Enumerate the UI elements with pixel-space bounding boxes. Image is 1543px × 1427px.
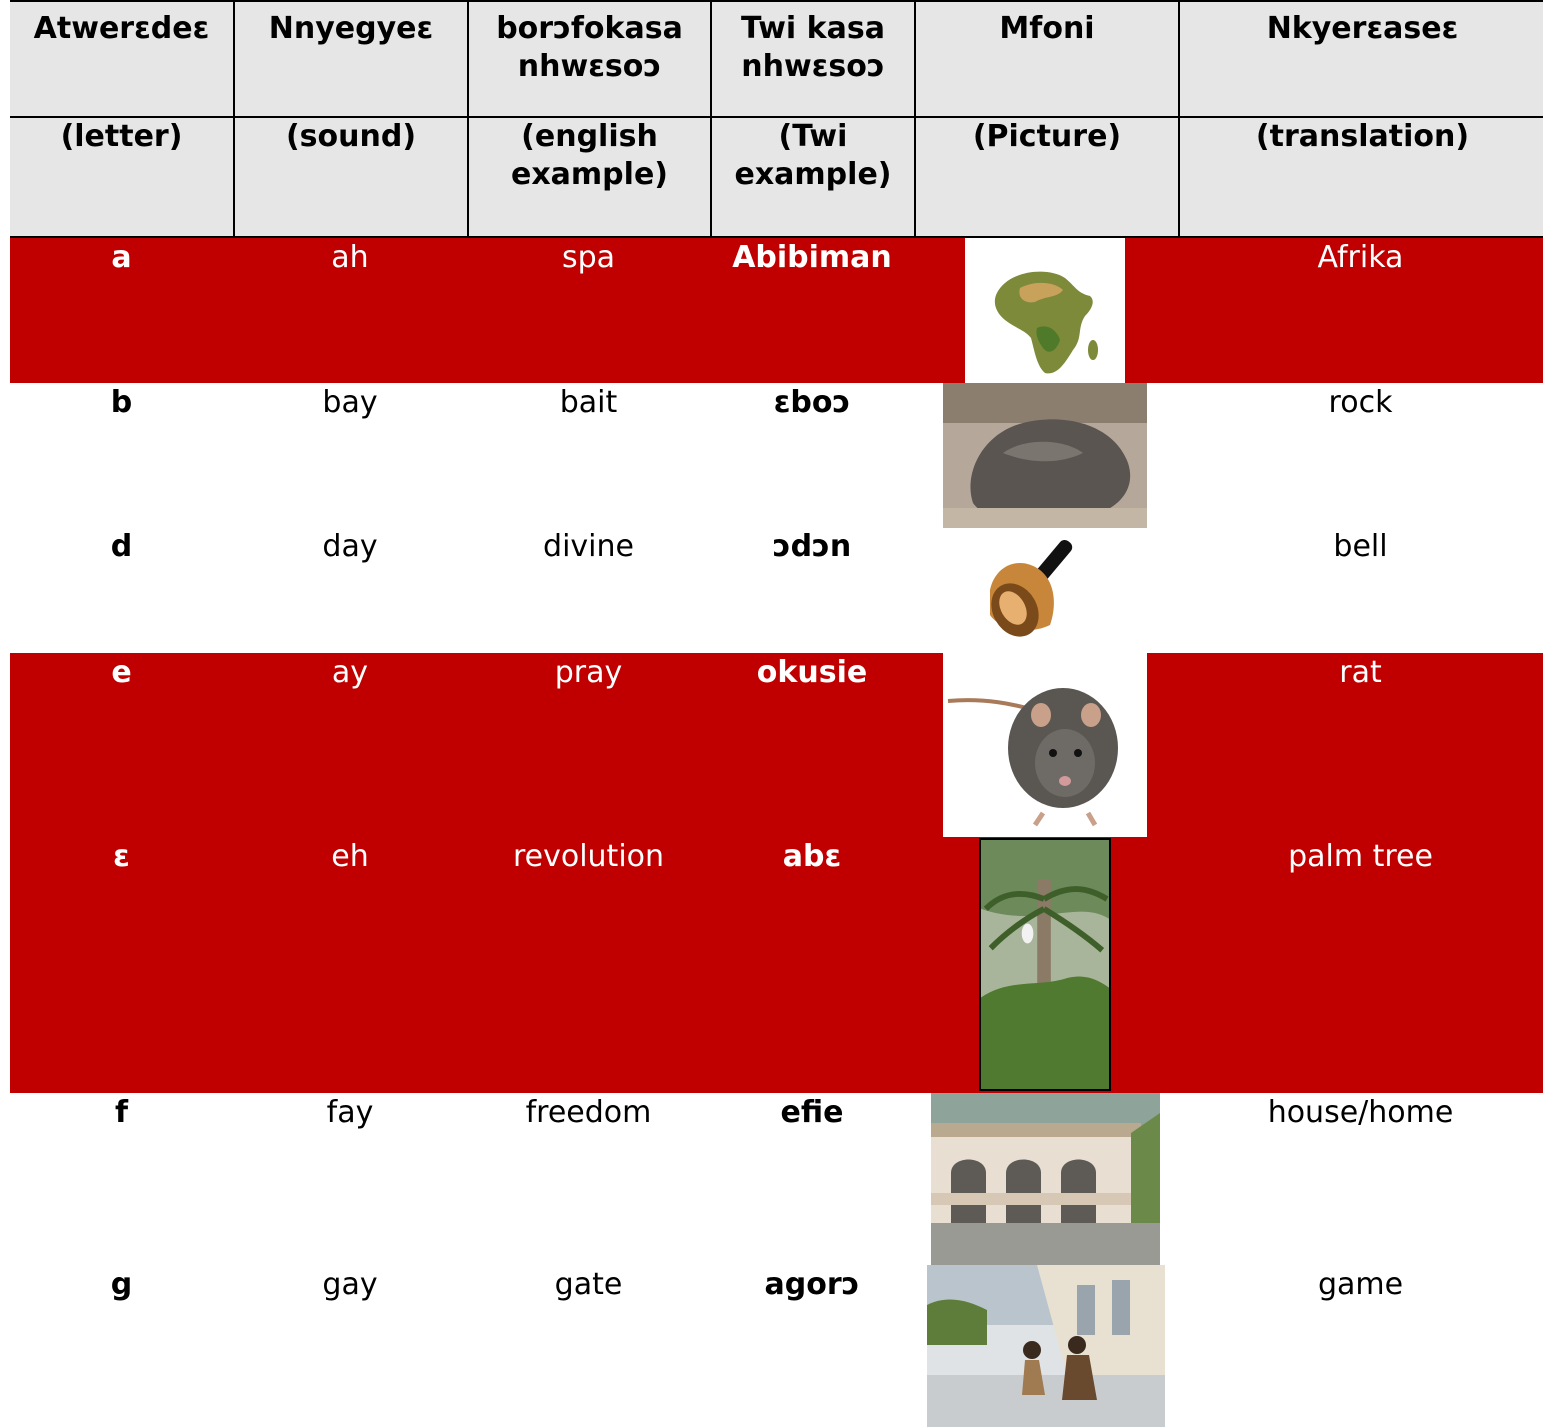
header-letter-twi: Atwerɛdeɛ (33, 11, 210, 46)
header-col-english-example (467, 0, 710, 238)
cell-english-example: pray (554, 655, 623, 690)
cell-sound: bay (322, 385, 378, 420)
cell-english-example: divine (543, 529, 634, 564)
bell-icon (975, 530, 1110, 645)
cell-letter: ɛ (113, 839, 130, 874)
cell-translation: house/home (1267, 1095, 1454, 1130)
cell-english-example: revolution (512, 839, 665, 874)
cell-sound: ah (331, 240, 369, 275)
africa-map-icon (965, 238, 1125, 383)
cell-sound: gay (322, 1267, 378, 1302)
cell-twi-example: agorɔ (764, 1267, 860, 1302)
cell-translation: game (1317, 1267, 1404, 1302)
header-translation-twi: Nkyerɛaseɛ (1266, 11, 1459, 46)
header-twi-example-english: (Twi example) (734, 119, 892, 192)
cell-translation: Afrika (1317, 240, 1404, 275)
cell-translation: rat (1339, 655, 1382, 690)
cell-english-example: spa (561, 240, 616, 275)
cell-letter: b (110, 385, 133, 420)
house-icon (931, 1093, 1160, 1265)
cell-sound: day (322, 529, 378, 564)
cell-twi-example: Abibiman (732, 240, 892, 275)
header-picture-english: (Picture) (972, 119, 1122, 154)
cell-twi-example: efie (780, 1095, 844, 1130)
cell-english-example: bait (559, 385, 618, 420)
cell-translation: bell (1333, 529, 1388, 564)
cell-twi-example: abɛ (782, 839, 842, 874)
cell-translation: rock (1328, 385, 1393, 420)
rat-icon (943, 653, 1147, 837)
header-col-picture (914, 0, 1178, 238)
cell-sound: eh (331, 839, 369, 874)
cell-english-example: freedom (525, 1095, 652, 1130)
header-sound-english: (sound) (285, 119, 417, 154)
header-letter-english: (letter) (60, 119, 183, 154)
cell-letter: g (110, 1267, 133, 1302)
cell-twi-example: okusie (756, 655, 868, 690)
header-rule-middle (10, 116, 1543, 118)
cell-letter: e (111, 655, 132, 690)
header-picture-twi: Mfoni (999, 11, 1095, 46)
header-col-twi-example (710, 0, 914, 238)
cell-letter: d (110, 529, 133, 564)
children-playing-icon (927, 1265, 1165, 1427)
cell-english-example: gate (554, 1267, 623, 1302)
cell-twi-example: ɔdɔn (772, 529, 852, 564)
header-col-sound (233, 0, 467, 238)
header-sound-twi: Nnyegyeɛ (268, 11, 434, 46)
header-english-example-twi: borɔfokasa nhwɛsoɔ (496, 11, 683, 84)
header-rule-top (10, 0, 1543, 2)
rock-icon (943, 383, 1147, 528)
header-translation-english: (translation) (1255, 119, 1470, 154)
cell-letter: a (111, 240, 132, 275)
cell-translation: palm tree (1288, 839, 1433, 874)
header-english-example-english: (english example) (510, 119, 669, 192)
cell-sound: fay (326, 1095, 374, 1130)
header-col-translation (1178, 0, 1543, 238)
cell-letter: f (114, 1095, 129, 1130)
cell-sound: ay (331, 655, 369, 690)
palm-tree-icon (979, 838, 1111, 1091)
header-twi-example-twi: Twi kasa nhwɛsoɔ (741, 11, 885, 84)
header-col-letter (10, 0, 233, 238)
cell-twi-example: ɛboɔ (773, 385, 851, 420)
